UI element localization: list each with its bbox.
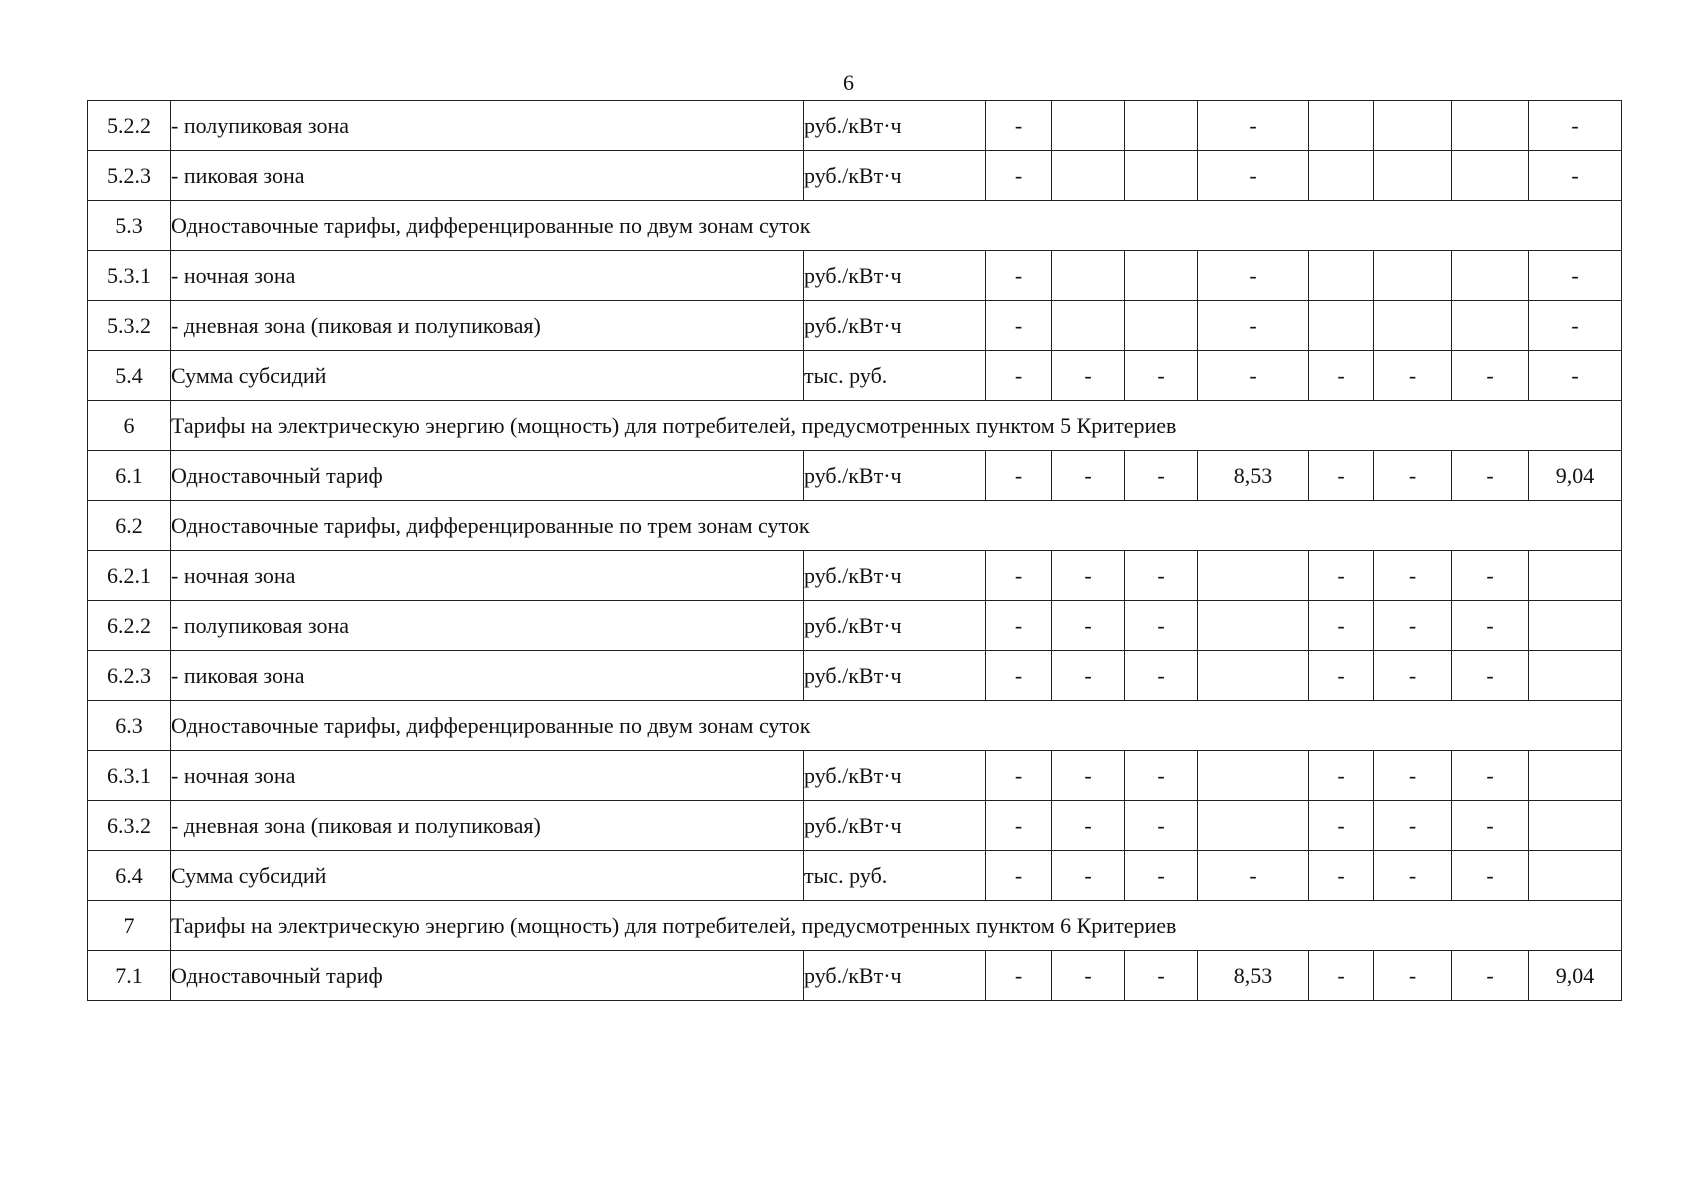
value-cell: - [986,651,1052,701]
section-row [88,501,1622,551]
value-cell [1529,651,1622,701]
value-cell: - [1125,451,1198,501]
value-cell: - [1529,301,1622,351]
table-row [88,751,1622,801]
table-row [88,101,1622,151]
value-cell [1198,751,1309,801]
row-number: 5.3 [88,201,171,251]
value-cell: - [1198,251,1309,301]
value-cell: - [1052,751,1125,801]
value-cell [1198,601,1309,651]
section-title: Тарифы на электрическую энергию (мощность) для потребителей, предусмотренных пунктом 5 Критериев [171,401,1622,451]
value-cell: - [1125,351,1198,401]
value-cell: - [1374,601,1452,651]
section-row [88,901,1622,951]
value-cell: - [1529,101,1622,151]
value-cell: - [1198,151,1309,201]
value-cell [1125,151,1198,201]
row-name: Одноставочный тариф [171,951,804,1001]
table-row [88,951,1622,1001]
value-cell [1452,251,1529,301]
table-row [88,301,1622,351]
value-cell: - [986,601,1052,651]
value-cell: - [986,451,1052,501]
value-cell [1052,251,1125,301]
row-name: - пиковая зона [171,151,804,201]
table-row [88,851,1622,901]
value-cell: - [1529,151,1622,201]
row-number: 5.4 [88,351,171,401]
value-cell: - [1452,951,1529,1001]
value-cell [1198,801,1309,851]
value-cell: - [1309,651,1374,701]
row-unit: руб./кВт·ч [804,601,986,651]
section-title: Одноставочные тарифы, дифференцированные по двум зонам суток [171,701,1622,751]
row-unit: руб./кВт·ч [804,651,986,701]
row-name: Одноставочный тариф [171,451,804,501]
table-row [88,601,1622,651]
value-cell: - [1125,751,1198,801]
row-name: - полупиковая зона [171,601,804,651]
table-row [88,801,1622,851]
value-cell: - [986,251,1052,301]
value-cell: 9,04 [1529,451,1622,501]
row-number: 6.2 [88,501,171,551]
value-cell [1374,151,1452,201]
row-unit: руб./кВт·ч [804,151,986,201]
value-cell [1529,851,1622,901]
value-cell: - [986,851,1052,901]
value-cell: - [1309,601,1374,651]
tariff-table [87,100,1622,1001]
row-number: 5.2.2 [88,101,171,151]
value-cell: - [1374,651,1452,701]
row-name: Сумма субсидий [171,851,804,901]
value-cell [1309,151,1374,201]
value-cell [1198,651,1309,701]
value-cell: - [1125,551,1198,601]
section-row [88,201,1622,251]
value-cell [1309,301,1374,351]
value-cell: - [1309,551,1374,601]
value-cell: - [986,351,1052,401]
row-number: 6.2.1 [88,551,171,601]
value-cell: - [1374,851,1452,901]
row-number: 5.3.1 [88,251,171,301]
value-cell: - [1529,351,1622,401]
value-cell: - [1374,751,1452,801]
value-cell: - [1374,451,1452,501]
value-cell [1529,751,1622,801]
value-cell: - [1125,601,1198,651]
value-cell: - [986,751,1052,801]
value-cell: - [1452,451,1529,501]
row-number: 7 [88,901,171,951]
value-cell: - [1452,551,1529,601]
value-cell [1309,101,1374,151]
value-cell: - [1052,801,1125,851]
table-row [88,551,1622,601]
value-cell: - [1374,351,1452,401]
row-unit: руб./кВт·ч [804,951,986,1001]
section-title: Одноставочные тарифы, дифференцированные по двум зонам суток [171,201,1622,251]
row-name: - пиковая зона [171,651,804,701]
value-cell: - [1125,951,1198,1001]
row-unit: руб./кВт·ч [804,451,986,501]
row-number: 5.3.2 [88,301,171,351]
row-unit: тыс. руб. [804,351,986,401]
value-cell: - [1309,451,1374,501]
value-cell: 9,04 [1529,951,1622,1001]
value-cell: - [1309,751,1374,801]
value-cell: - [1198,101,1309,151]
value-cell: - [1052,351,1125,401]
value-cell: - [1374,551,1452,601]
page-number: 6 [843,70,854,95]
table-row [88,651,1622,701]
table-row [88,151,1622,201]
value-cell: - [1052,551,1125,601]
row-name: - ночная зона [171,751,804,801]
value-cell: - [1125,801,1198,851]
row-number: 6 [88,401,171,451]
value-cell: - [986,951,1052,1001]
value-cell [1309,251,1374,301]
section-row [88,701,1622,751]
value-cell: 8,53 [1198,451,1309,501]
section-title: Тарифы на электрическую энергию (мощность) для потребителей, предусмотренных пунктом 6 Критериев [171,901,1622,951]
value-cell [1052,301,1125,351]
value-cell [1125,101,1198,151]
row-unit: руб./кВт·ч [804,551,986,601]
value-cell [1125,301,1198,351]
value-cell [1452,101,1529,151]
value-cell: - [1198,301,1309,351]
value-cell: - [1374,951,1452,1001]
value-cell [1052,151,1125,201]
value-cell: - [1452,351,1529,401]
row-name: - дневная зона (пиковая и полупиковая) [171,301,804,351]
row-name: - дневная зона (пиковая и полупиковая) [171,801,804,851]
value-cell: - [986,301,1052,351]
value-cell: - [1309,851,1374,901]
row-unit: руб./кВт·ч [804,101,986,151]
value-cell [1529,601,1622,651]
row-unit: руб./кВт·ч [804,801,986,851]
value-cell [1374,101,1452,151]
value-cell: - [986,801,1052,851]
row-unit: руб./кВт·ч [804,751,986,801]
value-cell: - [1529,251,1622,301]
row-name: Сумма субсидий [171,351,804,401]
value-cell: - [1052,851,1125,901]
value-cell: - [1198,851,1309,901]
row-number: 6.4 [88,851,171,901]
value-cell [1529,801,1622,851]
row-name: - полупиковая зона [171,101,804,151]
value-cell [1198,551,1309,601]
value-cell: - [1198,351,1309,401]
value-cell: - [1452,801,1529,851]
row-unit: тыс. руб. [804,851,986,901]
row-number: 6.2.2 [88,601,171,651]
value-cell [1374,301,1452,351]
value-cell: 8,53 [1198,951,1309,1001]
value-cell: - [986,151,1052,201]
section-title: Одноставочные тарифы, дифференцированные по трем зонам суток [171,501,1622,551]
value-cell: - [1052,651,1125,701]
value-cell: - [1052,451,1125,501]
value-cell: - [1052,601,1125,651]
row-unit: руб./кВт·ч [804,301,986,351]
row-name: - ночная зона [171,551,804,601]
row-number: 6.3.1 [88,751,171,801]
row-number: 5.2.3 [88,151,171,201]
value-cell: - [1452,851,1529,901]
value-cell [1529,551,1622,601]
value-cell [1452,301,1529,351]
value-cell [1125,251,1198,301]
value-cell: - [1125,851,1198,901]
value-cell: - [986,101,1052,151]
row-unit: руб./кВт·ч [804,251,986,301]
row-number: 6.3.2 [88,801,171,851]
table-row [88,351,1622,401]
row-number: 6.1 [88,451,171,501]
value-cell [1374,251,1452,301]
value-cell [1452,151,1529,201]
value-cell: - [1452,651,1529,701]
row-number: 6.3 [88,701,171,751]
value-cell: - [1374,801,1452,851]
section-row [88,401,1622,451]
value-cell: - [1309,801,1374,851]
value-cell: - [1309,951,1374,1001]
tariff-table-body [88,101,1622,1001]
value-cell: - [1452,601,1529,651]
row-name: - ночная зона [171,251,804,301]
value-cell: - [1309,351,1374,401]
value-cell [1052,101,1125,151]
value-cell: - [1125,651,1198,701]
row-number: 6.2.3 [88,651,171,701]
value-cell: - [1052,951,1125,1001]
value-cell: - [1452,751,1529,801]
row-number: 7.1 [88,951,171,1001]
table-row [88,451,1622,501]
value-cell: - [986,551,1052,601]
table-row [88,251,1622,301]
